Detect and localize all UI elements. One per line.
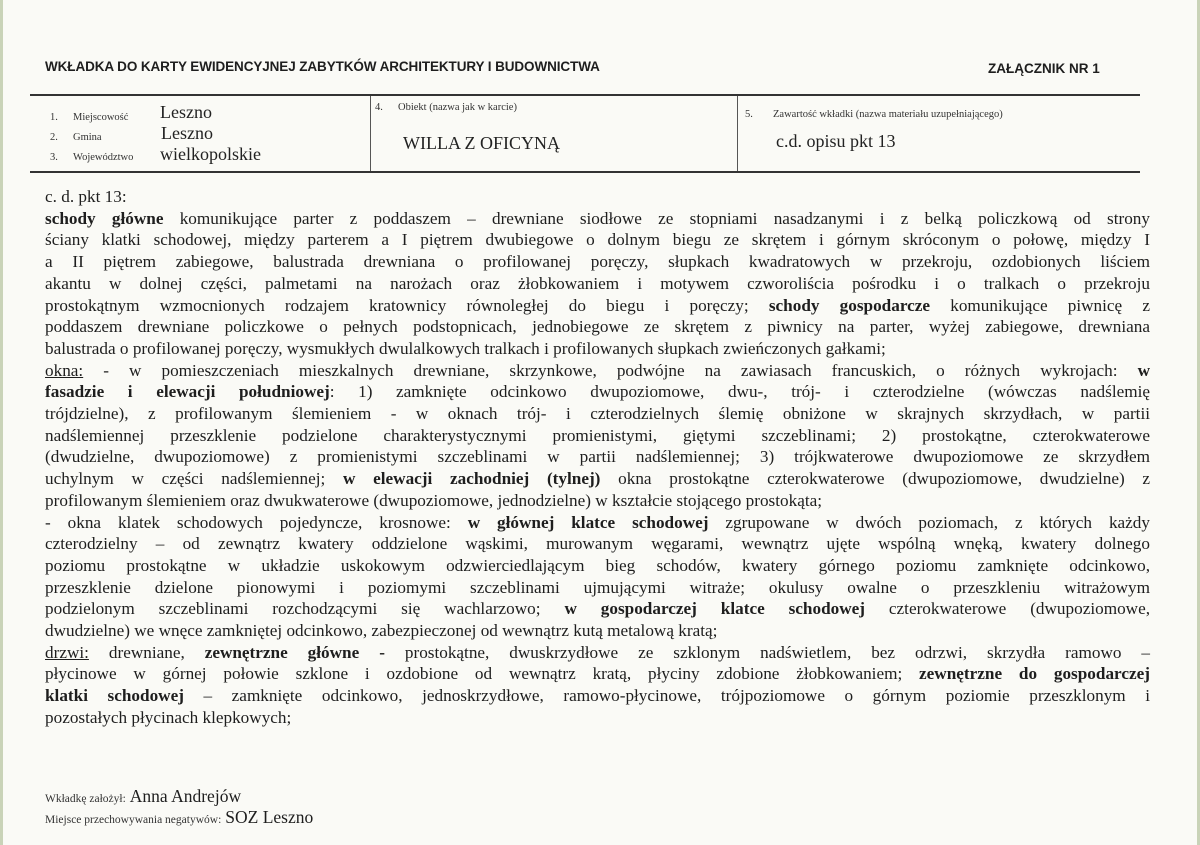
text-segment: ściany klatki schodowej, między parterem a I piętrem dwubiegowe o dolnym biegu ze skrętem i górnym skróconym o połowę, między I bbox=[45, 230, 1150, 250]
field-label: Gmina bbox=[73, 132, 102, 143]
field-label: Województwo bbox=[73, 152, 134, 163]
footer-author bbox=[45, 786, 241, 807]
text-segment: - w pomieszczeniach mieszkalnych drewniane, skrzynkowe, podwójne na zawiasach francuskich, o różnych wykrojach: bbox=[83, 360, 1138, 380]
text-segment: dwudzielne) we wnęce zamkniętej odcinkowo, zabezpieczonej od wewnątrz kutą metalową kratą; bbox=[45, 621, 718, 641]
text-line bbox=[45, 208, 1150, 230]
text-line bbox=[45, 490, 1150, 512]
section-heading: okna: bbox=[45, 360, 84, 380]
column-divider bbox=[370, 96, 371, 171]
text-segment: nadślemiennej przeszklenie podzielone charakterystycznymi promienistymi, giętymi szczeblinami; 2) prostokątne, czterokwaterowe bbox=[45, 425, 1150, 445]
field-label: Zawartość wkładki (nazwa materiału uzupełniającego) bbox=[773, 109, 1003, 120]
text-line bbox=[45, 295, 1150, 317]
text-segment: – zamknięte odcinkowo, jednoskrzydłowe, ramowo-płycinowe, trójpoziomowe o górnym poziomie przeszklonym i bbox=[183, 686, 1151, 706]
text-line bbox=[45, 620, 1150, 642]
text-line bbox=[45, 251, 1150, 273]
bold-term: schody gospodarcze bbox=[768, 295, 931, 315]
text-segment: pozostałych płycinach klepkowych; bbox=[45, 707, 292, 727]
form-title: WKŁADKA DO KARTY EWIDENCYJNEJ ZABYTKÓW ARCHITEKTURY I BUDOWNICTWA bbox=[45, 59, 600, 74]
footer-storage bbox=[45, 807, 313, 828]
text-line bbox=[45, 555, 1150, 577]
text-segment: podzielonym szczeblinami rozchodzącymi się wachlarzowo; bbox=[45, 599, 565, 619]
bold-term: w elewacji zachodniej (tylnej) bbox=[343, 469, 601, 489]
field-label: Obiekt (nazwa jak w karcie) bbox=[398, 102, 517, 113]
author-name: Anna Andrejów bbox=[129, 786, 242, 806]
text-line bbox=[45, 577, 1150, 599]
annex-label: ZAŁĄCZNIK NR 1 bbox=[988, 61, 1100, 76]
bold-term: w bbox=[1137, 360, 1150, 380]
text-line bbox=[45, 403, 1150, 425]
text-segment: poziomu prostokątne w układzie uskokowym odzwierciedlającym bieg schodów, kwatery górnego poziomu zamknięte odcinkowo, bbox=[45, 555, 1150, 575]
text-line bbox=[45, 273, 1150, 295]
text-segment: profilowanym ślemieniem oraz dwukwaterowe (dwupoziomowe, jednodzielne) w kształcie stojącego prostokąta; bbox=[45, 490, 823, 510]
storage-label: Miejsce przechowywania negatywów: bbox=[45, 814, 222, 826]
text-segment: okna prostokątne czterokwaterowe (dwupoziomowe, dwudzielne) z bbox=[600, 469, 1151, 489]
text-segment: - okna klatek schodowych pojedyncze, krosnowe: bbox=[45, 512, 468, 532]
text-segment: komunikujące parter z poddaszem – drewniane siodłowe ze stopniami nasadzanymi i z belką policzkową od strony bbox=[163, 208, 1150, 228]
field-label: Miejscowość bbox=[73, 112, 129, 123]
text-segment: poddaszem drewniane policzkowe o pełnych podstopnicach, jednobiegowe ze skrętem z piwnicy na parter, wyżej zabiegowe, drewniana bbox=[45, 317, 1150, 337]
bold-term: zewnętrzne do gospodarczej bbox=[919, 664, 1150, 684]
text-line bbox=[45, 642, 1150, 664]
field-value: Leszno bbox=[161, 123, 213, 143]
text-segment: prostokątnym wzmocnionych rodzajem kratownicy równoległej do biegu i poręczy; bbox=[45, 295, 769, 315]
field-value: Leszno bbox=[160, 102, 212, 122]
text-segment: balustrada o profilowanej poręczy, wysmukłych dwulalkowych tralkach i profilowanych słupkach zwieńczonych gałkami; bbox=[45, 338, 886, 358]
text-line bbox=[45, 360, 1150, 382]
text-segment: trójdzielne), z profilowanym ślemieniem - w oknach trój- i czterodzielnych ślemię obniżone w skrajnych skrzydłach, w partii bbox=[45, 404, 1150, 424]
header-top-rule bbox=[30, 94, 1140, 96]
text-line bbox=[45, 707, 1150, 729]
field-value: WILLA Z OFICYNĄ bbox=[403, 133, 560, 153]
field-value: c.d. opisu pkt 13 bbox=[776, 131, 896, 151]
description-text bbox=[45, 186, 1150, 729]
text-line bbox=[45, 446, 1150, 468]
text-segment: czterodzielny – od zewnątrz kwatery oddzielone wąskimi, murowanym węgarami, wewnątrz ujęte wspólną wnęką, kwatery dolnego bbox=[45, 534, 1150, 554]
text-line bbox=[45, 598, 1150, 620]
header-bottom-rule bbox=[30, 171, 1140, 173]
text-line bbox=[45, 381, 1150, 403]
text-segment: płycinowe w górnej połowie szklone i ozdobione od wewnątrz kratą, płyciny zdobione żłobkowaniem; bbox=[45, 664, 920, 684]
field-value: wielkopolskie bbox=[160, 144, 261, 164]
text-line bbox=[45, 663, 1150, 685]
text-segment: c. d. pkt 13: bbox=[45, 187, 127, 206]
text-line bbox=[45, 425, 1150, 447]
text-line bbox=[45, 316, 1150, 338]
text-line bbox=[45, 685, 1150, 707]
bold-term: fasadzie i elewacji południowej bbox=[45, 382, 330, 402]
bold-term: w gospodarczej klatce schodowej bbox=[564, 599, 865, 619]
text-line bbox=[45, 338, 1150, 360]
text-segment: komunikujące piwnicę z bbox=[930, 295, 1150, 315]
text-segment: a II piętrem zabiegowe, balustrada drewniana o profilowanej poręczy, słupkach kwadratowych w przekroju, ozdobionych liściem bbox=[45, 252, 1150, 272]
text-segment: czterokwaterowe (dwupoziomowe, bbox=[865, 599, 1150, 619]
bold-term: klatki schodowej bbox=[45, 686, 184, 706]
text-line bbox=[45, 468, 1150, 490]
text-segment: uchylnym w części nadślemiennej; bbox=[45, 469, 344, 489]
author-label: Wkładkę założył: bbox=[45, 793, 126, 805]
storage-location: SOZ Leszno bbox=[225, 807, 314, 827]
text-segment: : 1) zamknięte odcinkowo dwupoziomowe, dwu-, trój- i czterodzielne (wówczas nadślemię bbox=[329, 382, 1151, 402]
section-heading: drzwi: bbox=[45, 642, 89, 662]
text-line bbox=[45, 229, 1150, 251]
text-line bbox=[45, 512, 1150, 534]
text-line bbox=[45, 533, 1150, 555]
text-segment: akantu w dolnej części, palmetami na narożach oraz żłobkowaniem i motywem czworoliścia pośrodku i o tralkach o przekroju bbox=[45, 273, 1150, 293]
text-segment: prostokątne, dwuskrzydłowe ze szklonym nadświetlem, bez odrzwi, skrzydła ramowo – bbox=[384, 642, 1151, 662]
bold-term: zewnętrzne główne - bbox=[204, 642, 385, 662]
text-segment: przeszklenie dzielone pionowymi i poziomymi szczeblinami ujmującymi witraże; okulusy owalne o przeszkleniu witrażowym bbox=[45, 577, 1150, 597]
text-segment: zgrupowane w dwóch poziomach, z których każdy bbox=[708, 512, 1150, 532]
column-divider bbox=[737, 96, 738, 171]
text-line bbox=[45, 186, 1150, 208]
text-segment: drewniane, bbox=[88, 642, 205, 662]
bold-term: w głównej klatce schodowej bbox=[467, 512, 709, 532]
text-segment: (dwudzielne, dwupoziomowe) z promienistymi szczeblinami w partii nadślemiennej; 3) trójkwaterowe dwupoziomowe ze skrzydłem bbox=[45, 447, 1150, 467]
bold-term: schody główne bbox=[45, 208, 164, 228]
